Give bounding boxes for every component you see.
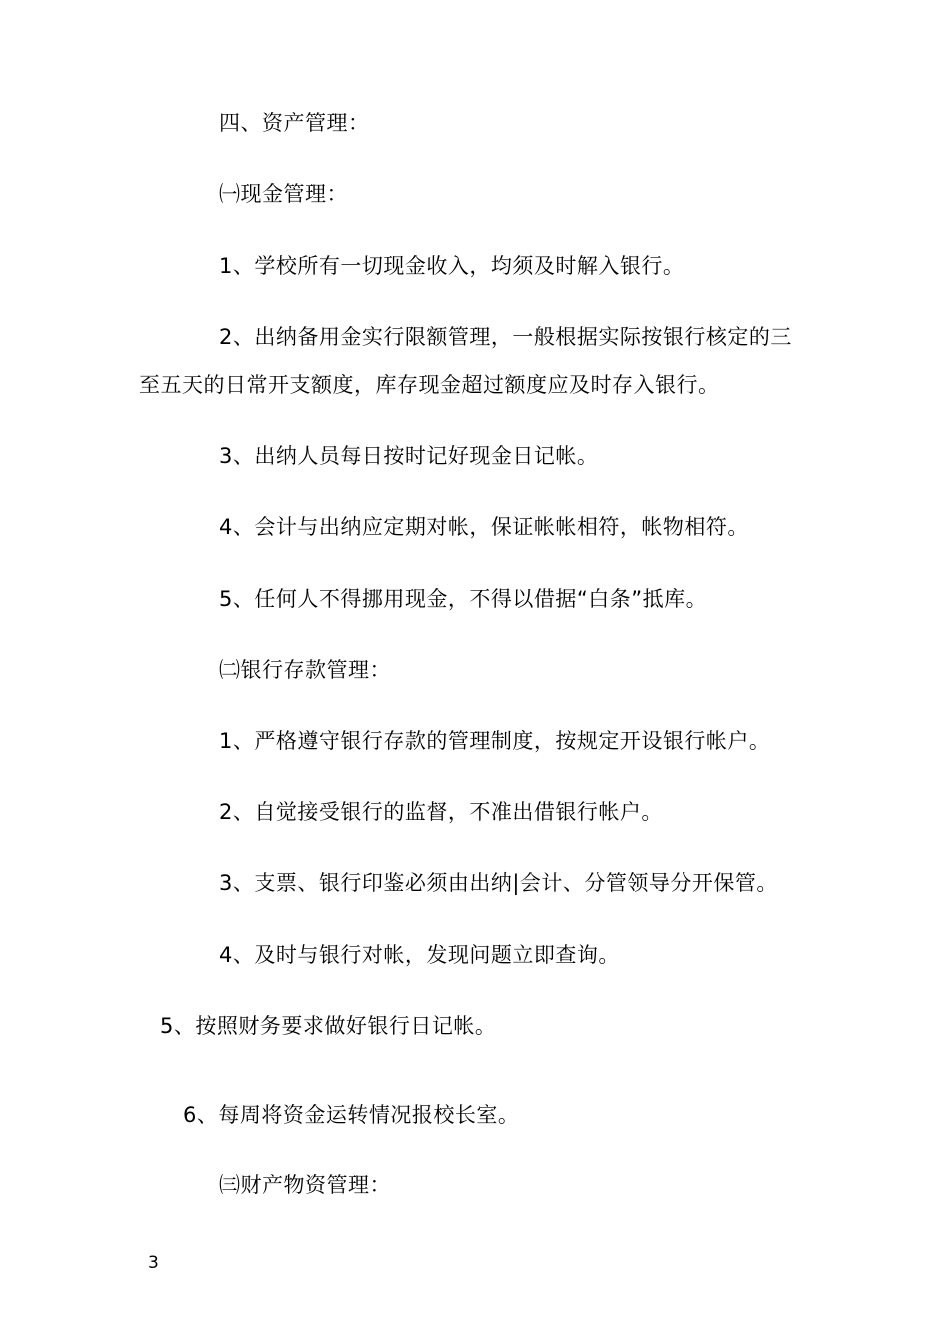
cash-item-2-line-1: 2、出纳备用金实行限额管理，一般根据实际按银行核定的三 [219, 325, 792, 349]
cash-item-5: 5、任何人不得挪用现金，不得以借据“白条”抵库。 [219, 587, 708, 611]
subsection-heading-bank-deposit-management: ㈡银行存款管理： [219, 658, 391, 682]
bank-item-2: 2、自觉接受银行的监督，不准出借银行帐户。 [219, 800, 663, 824]
subsection-heading-property-management: ㈢财产物资管理： [219, 1173, 391, 1197]
bank-item-5: 5、按照财务要求做好银行日记帐。 [160, 1014, 497, 1038]
cash-item-2-line-2: 至五天的日常开支额度，库存现金超过额度应及时存入银行。 [139, 373, 720, 397]
cash-item-3: 3、出纳人员每日按时记好现金日记帐。 [219, 444, 599, 468]
cash-item-4: 4、会计与出纳应定期对帐，保证帐帐相符，帐物相符。 [219, 515, 749, 539]
bank-item-3: 3、支票、银行印鉴必须由出纳|会计、分管领导分开保管。 [219, 871, 778, 895]
bank-item-6: 6、每周将资金运转情况报校长室。 [183, 1103, 520, 1127]
section-heading-asset-management: 四、资产管理： [219, 111, 370, 135]
bank-item-4: 4、及时与银行对帐，发现问题立即查询。 [219, 943, 620, 967]
cash-item-1: 1、学校所有一切现金收入，均须及时解入银行。 [219, 254, 685, 278]
bank-item-1: 1、严格遵守银行存款的管理制度，按规定开设银行帐户。 [219, 729, 771, 753]
subsection-heading-cash-management: ㈠现金管理： [219, 182, 348, 206]
page-number: 3 [148, 1253, 159, 1273]
